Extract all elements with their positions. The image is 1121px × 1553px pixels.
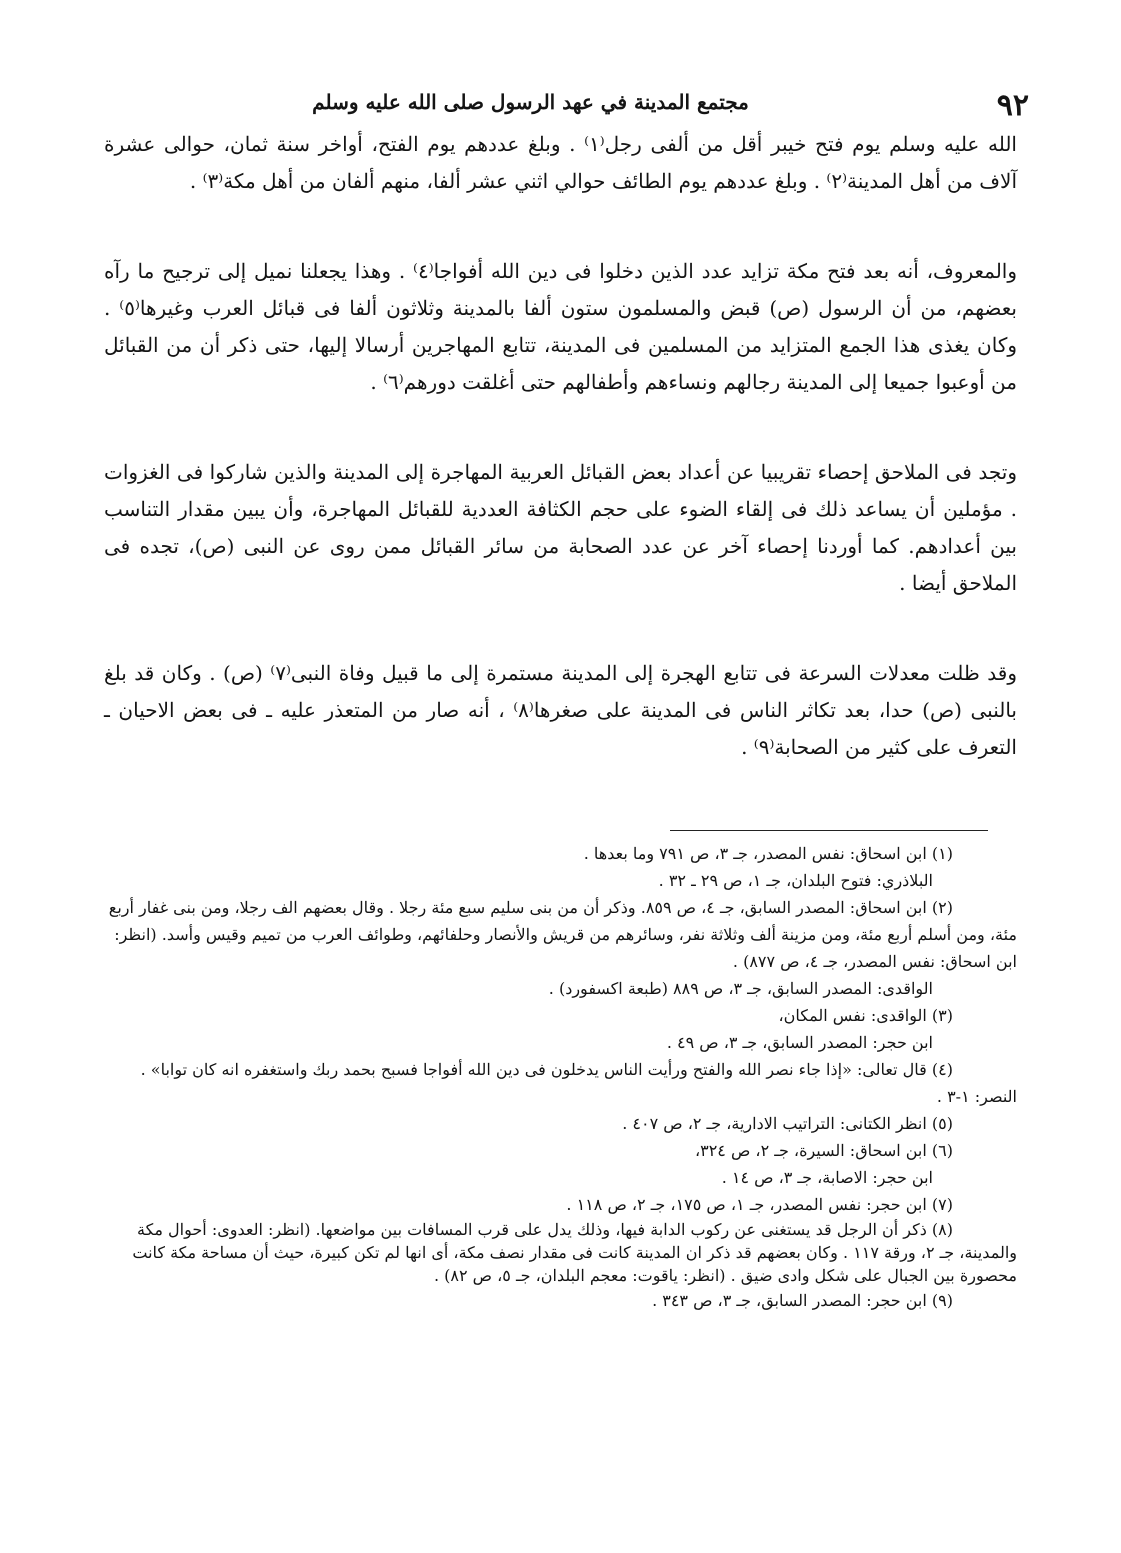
footnote-4: (٤) قال تعالى: «إذا جاء نصر الله والفتح ورأيت الناس يدخلون فى دين الله أفواجا فسبح بحمد ربك واستغفره انه كان توابا» . النصر: ١-٣ . <box>140 1060 1017 1106</box>
body-text <box>104 126 1017 819</box>
footnote-8: (٨) ذكر أن الرجل قد يستغنى عن ركوب الدابة فيها، وذلك يدل على قرب المسافات بين مواضعها. (انظر: العدوى: أحوال مكة والمدينة، جـ ٢، ورقة ١١٧ . وكان بعضهم قد ذكر ان المدينة كانت فى مقدار نصف مكة، أى انها لم تكن كبيرة، حيث أن مساحة مكة كانت محصورة بين الجبال على شكل وادى ضيق . (انظر: ياقوت: معجم البلدان، جـ ٥، ص ٨٢) . <box>132 1220 1017 1285</box>
paragraph-4: وقد ظلت معدلات السرعة فى تتابع الهجرة إلى المدينة مستمرة إلى ما قبيل وفاة النبى⁽٧⁾ (ص) . وكان قد بلغ بالنبى (ص) حدا، بعد تكاثر الناس فى المدينة على صغرها⁽٨⁾ ، أنه صار من المتعذر عليه ـ فى بعض الاحيان ـ التعرف على كثير من الصحابة⁽٩⁾ . <box>104 661 1017 759</box>
footnotes <box>104 840 1017 1314</box>
footnote-separator <box>670 830 988 831</box>
footnote-3-continued: ابن حجر: المصدر السابق، جـ ٣، ص ٤٩ . <box>666 1033 933 1052</box>
footnote-2-continued: الواقدى: المصدر السابق، جـ ٣، ص ٨٨٩ (طبعة اكسفورد) . <box>548 979 933 998</box>
paragraph-2: والمعروف، أنه بعد فتح مكة تزايد عدد الذين دخلوا فى دين الله أفواجا⁽٤⁾ . وهذا يجعلنا نميل إلى ترجيح ما رآه بعضهم، من أن الرسول (ص) قبض والمسلمون ستون ألفا بالمدينة وثلاثون ألفا فى قبائل العرب وغيرها⁽٥⁾ . وكان يغذى هذا الجمع المتزايد من المسلمين فى المدينة، تتابع المهاجرين أرسالا إليها، حتى ذكر أن من القبائل من أوعبوا جميعا إلى المدينة رجالهم ونساءهم وأطفالهم حتى أغلقت دورهم⁽٦⁾ . <box>104 259 1018 394</box>
footnote-6-continued: ابن حجر: الاصابة، جـ ٣، ص ١٤ . <box>721 1168 933 1187</box>
paragraph-3: وتجد فى الملاحق إحصاء تقريبيا عن أعداد بعض القبائل العربية المهاجرة إلى المدينة والذين شاركوا فى الغزوات . مؤملين أن يساعد ذلك فى إلقاء الضوء على حجم الكثافة العددية للقبائل المهاجرة، وأن يبين مقدار التناسب بين أعدادهم. كما أوردنا إحصاء آخر عن عدد الصحابة من سائر القبائل ممن روى عن النبى (ص)، تجده فى الملاحق أيضا . <box>104 460 1017 595</box>
running-title: مجتمع المدينة في عهد الرسول صلى الله عليه وسلم <box>312 90 749 114</box>
page-header <box>100 82 1029 123</box>
footnote-1-continued: البلاذري: فتوح البلدان، جـ ١، ص ٢٩ ـ ٣٢ . <box>658 871 933 890</box>
page-number: ٩٢ <box>996 88 1029 123</box>
footnote-3: (٣) الواقدى: نفس المكان، <box>778 1006 953 1025</box>
footnote-1: (١) ابن اسحاق: نفس المصدر، جـ ٣، ص ٧٩١ وما بعدها . <box>583 844 953 863</box>
footnote-9: (٩) ابن حجر: المصدر السابق، جـ ٣، ص ٣٤٣ . <box>652 1291 953 1310</box>
footnote-6: (٦) ابن اسحاق: السيرة، جـ ٢، ص ٣٢٤، <box>694 1141 953 1160</box>
footnote-5: (٥) انظر الكتانى: التراتيب الادارية، جـ ٢، ص ٤٠٧ . <box>622 1114 953 1133</box>
footnote-7: (٧) ابن حجر: نفس المصدر، جـ ١، ص ١٧٥، جـ ٢، ص ١١٨ . <box>566 1195 953 1214</box>
footnote-2: (٢) ابن اسحاق: المصدر السابق، جـ ٤، ص ٨٥٩. وذكر أن من بنى سليم سبع مئة رجلا . وقال بعضهم الف رجلا، ومن بنى غفار أربع مئة، ومن أسلم أربع مئة، ومن مزينة ألف وثلاثة نفر، وسائرهم من قريش والأنصار وحلفائهم، وطوائف العرب من تميم وقيس وأسد. (انظر: ابن اسحاق: نفس المصدر، جـ ٤، ص ٨٧٧) . <box>108 898 1017 971</box>
paragraph-1: الله عليه وسلم يوم فتح خيبر أقل من ألفى رجل⁽١⁾ . وبلغ عددهم يوم الفتح، أواخر سنة ثمان، حوالى عشرة آلاف من أهل المدينة⁽٢⁾ . وبلغ عددهم يوم الطائف حوالي اثني عشر ألفا، منهم ألفان من أهل مكة⁽٣⁾ . <box>104 132 1017 193</box>
